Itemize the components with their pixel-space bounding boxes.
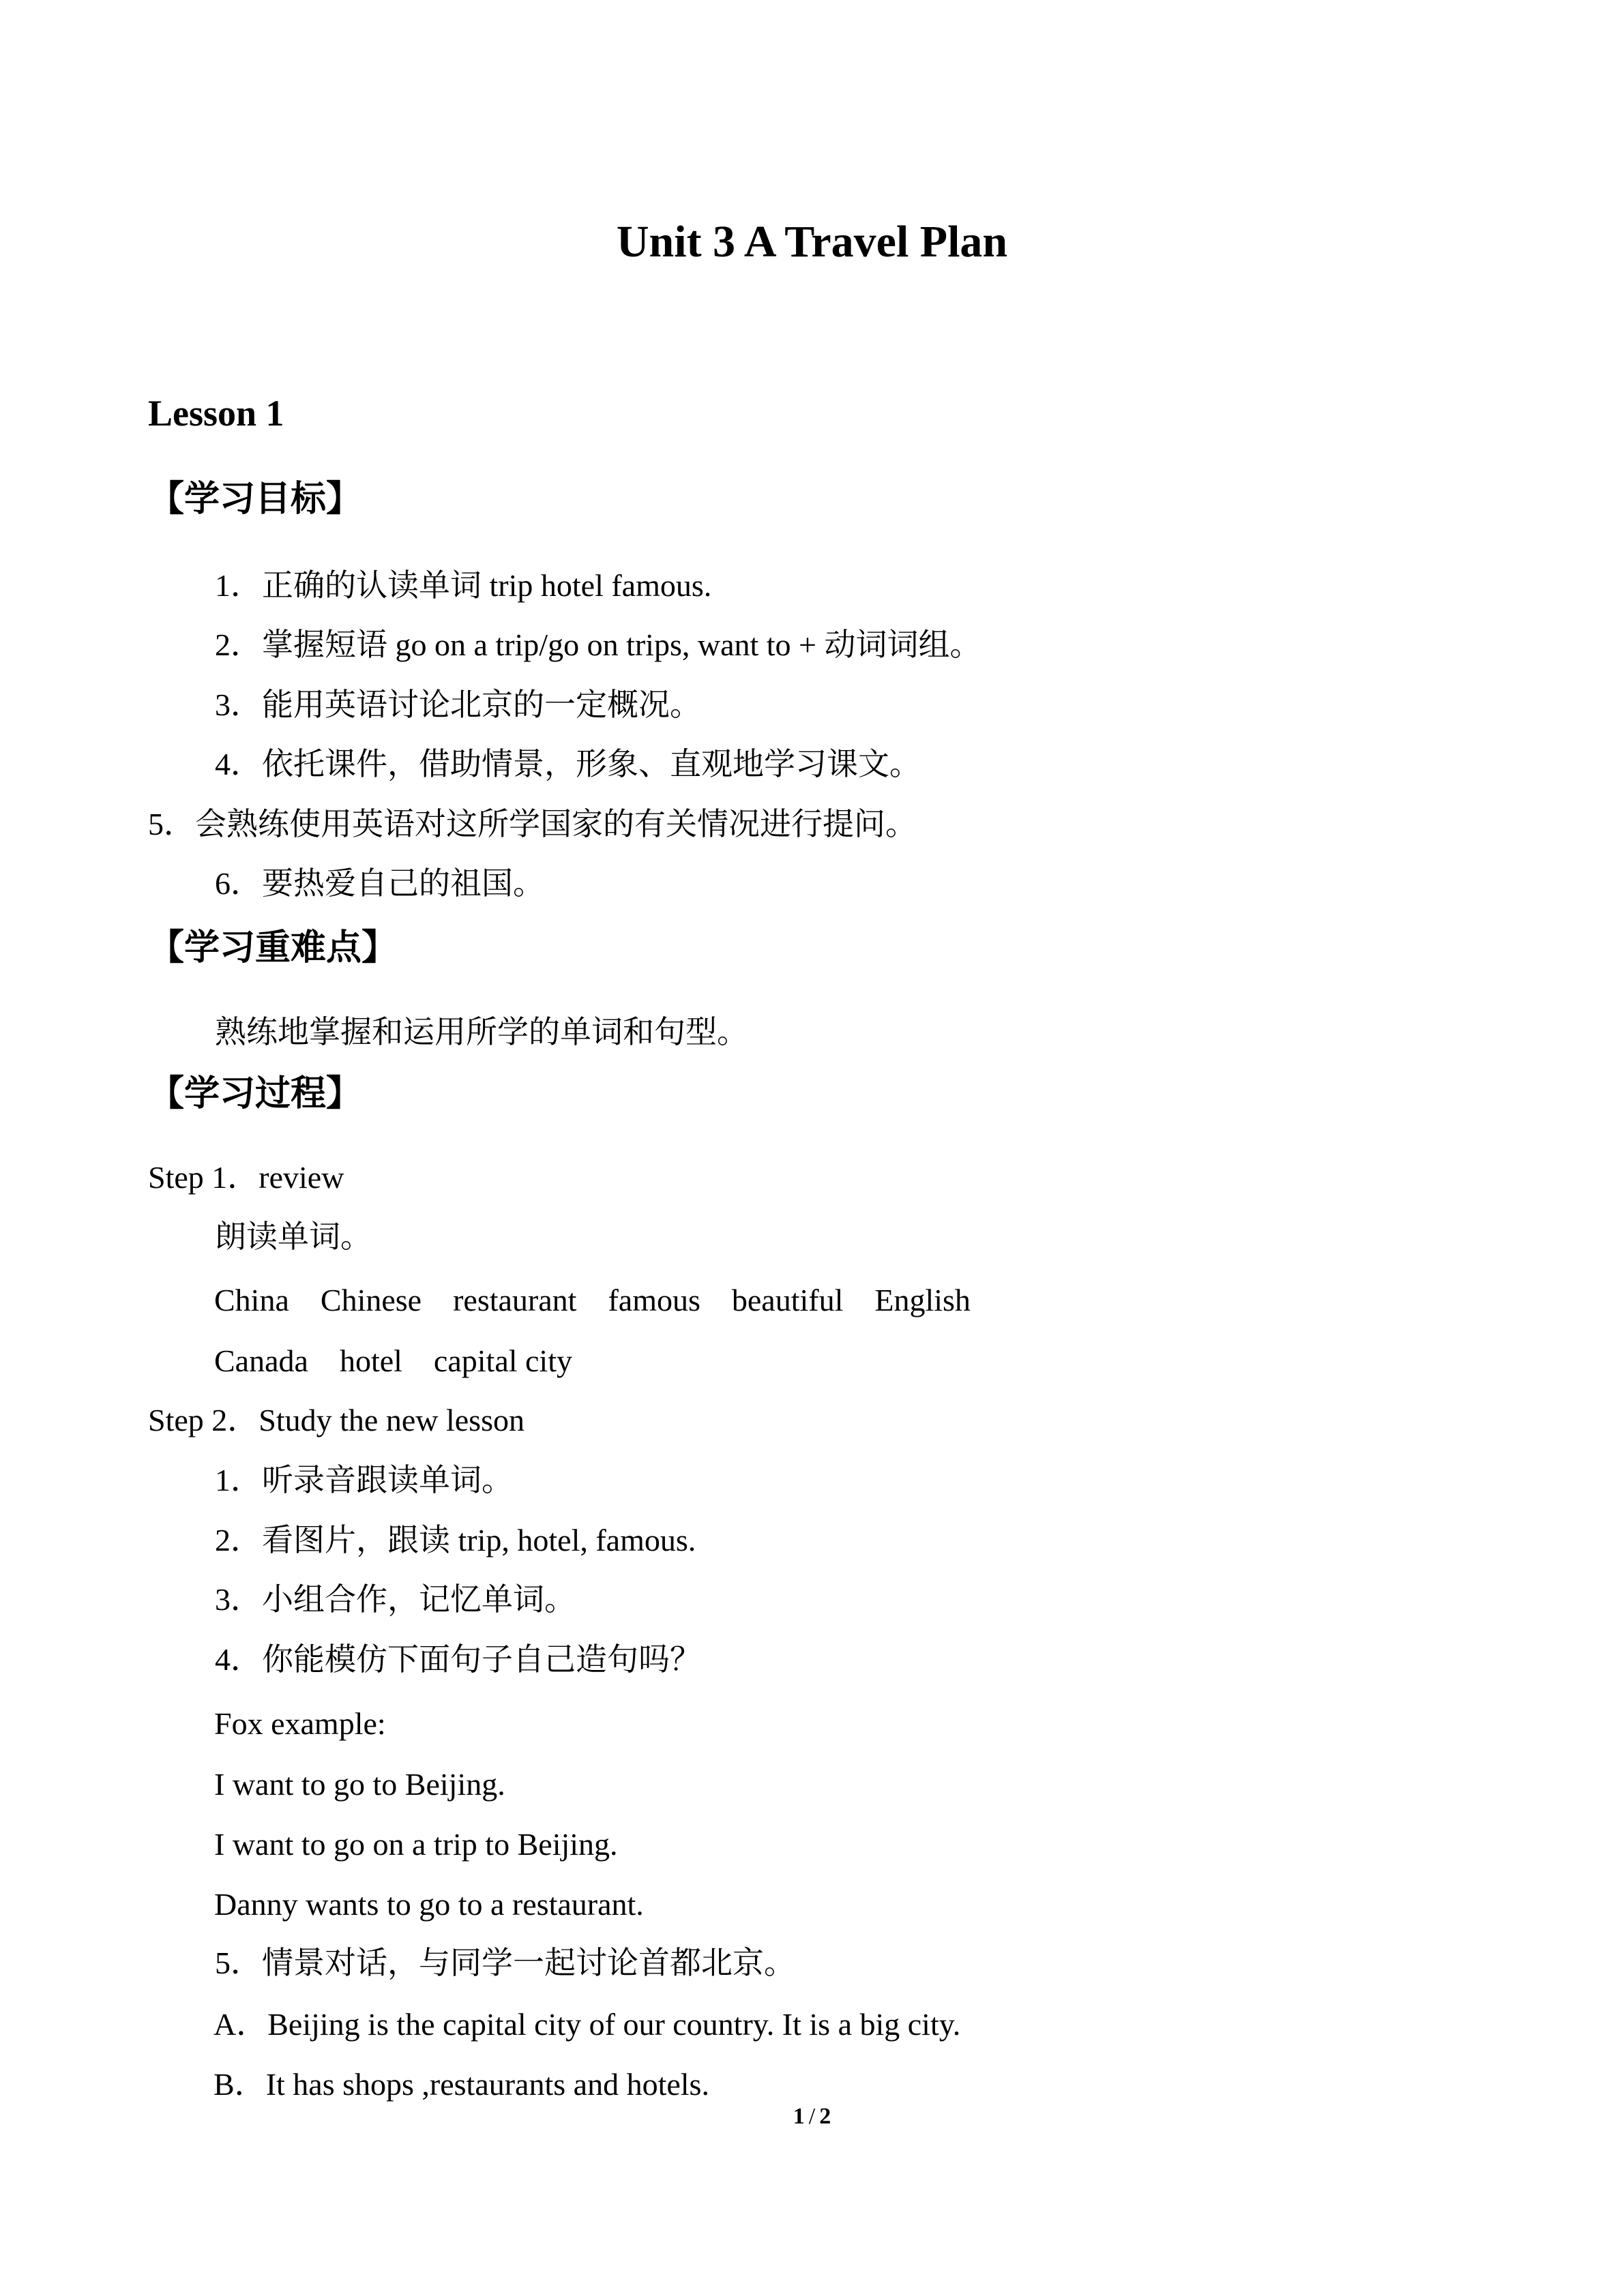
key-points-heading: 【学习重难点】 <box>149 927 398 968</box>
objectives-heading: 【学习目标】 <box>149 479 362 520</box>
step2-item-2 <box>215 1525 696 1556</box>
vocab-word: Canada <box>214 1343 308 1378</box>
objective-number: 4． <box>215 747 262 781</box>
key-points-text: 熟练地掌握和运用所学的单词和句型。 <box>215 1015 748 1049</box>
step-item-number: 3． <box>215 1582 262 1617</box>
dialogue-text: It has shops ,restaurants and hotels. <box>265 2067 709 2102</box>
step-item-text: 看图片，跟读 trip, hotel, famous. <box>262 1523 696 1557</box>
step2-item-1 <box>215 1465 513 1496</box>
example-label: Fox example: <box>214 1706 386 1741</box>
vocab-row-2 <box>214 1345 572 1377</box>
dialogue-speaker: B． <box>213 2067 266 2102</box>
objective-text: 正确的认读单词 trip hotel famous. <box>262 568 712 603</box>
example-sentence-3: Danny wants to go to a restaurant. <box>214 1887 644 1922</box>
objective-item-1 <box>215 570 711 601</box>
objective-number: 1． <box>215 568 262 603</box>
objective-text: 依托课件，借助情景，形象、直观地学习课文。 <box>262 747 921 781</box>
objective-item-4 <box>215 749 921 780</box>
objective-text: 能用英语讨论北京的一定概况。 <box>262 687 701 722</box>
step2-item-5 <box>215 1945 795 1980</box>
example-sentence-1: I want to go to Beijing. <box>214 1767 505 1802</box>
step-item-number: 4． <box>215 1642 262 1677</box>
vocab-word: English <box>874 1283 971 1317</box>
step-item-text: 小组合作，记忆单词。 <box>262 1582 576 1617</box>
page-number <box>0 2105 1624 2128</box>
vocab-word: Chinese <box>320 1283 422 1317</box>
dialogue-speaker: A． <box>213 2007 268 2042</box>
vocab-row-1 <box>214 1285 971 1316</box>
vocab-word: China <box>214 1283 289 1317</box>
objective-item-6 <box>215 868 544 899</box>
objective-number: 5． <box>148 807 195 841</box>
step-item-text: 情景对话，与同学一起讨论首都北京。 <box>262 1945 795 1980</box>
page-current: 1 <box>793 2104 805 2129</box>
step2-item-4 <box>215 1644 701 1675</box>
step-item-number: 5． <box>215 1945 262 1980</box>
objective-text: 会熟练使用英语对这所学国家的有关情况进行提问。 <box>195 807 917 841</box>
step-item-number: 2． <box>215 1523 262 1557</box>
lesson-heading: Lesson 1 <box>148 393 284 434</box>
objective-item-2 <box>215 629 981 661</box>
step-item-text: 听录音跟读单词。 <box>262 1463 513 1497</box>
objective-text: 要热爱自己的祖国。 <box>262 866 544 901</box>
page-separator: / <box>808 2104 816 2129</box>
step-item-number: 1． <box>215 1463 262 1497</box>
step1-instruction: 朗读单词。 <box>215 1219 372 1254</box>
vocab-word: famous <box>608 1283 700 1317</box>
dialogue-line-a <box>213 2009 960 2040</box>
vocab-word: restaurant <box>453 1283 577 1317</box>
step2-label: Step 2．Study the new lesson <box>148 1403 525 1437</box>
objective-number: 6． <box>215 866 262 901</box>
step-item-text: 你能模仿下面句子自己造句吗？ <box>262 1642 701 1677</box>
vocab-word: hotel <box>339 1343 402 1378</box>
step2-item-3 <box>215 1584 576 1615</box>
page-total: 2 <box>819 2104 831 2129</box>
objective-number: 2． <box>215 627 262 662</box>
process-heading: 【学习过程】 <box>149 1073 362 1114</box>
dialogue-line-b <box>213 2069 709 2100</box>
objective-text: 掌握短语 go on a trip/go on trips, want to + 动词词组。 <box>262 627 981 662</box>
vocab-word: capital city <box>433 1343 572 1378</box>
vocab-word: beautiful <box>731 1283 844 1317</box>
document-title: Unit 3 A Travel Plan <box>616 217 1008 267</box>
dialogue-text: Beijing is the capital city of our country. It is a big city. <box>267 2007 961 2042</box>
objective-number: 3． <box>215 687 262 722</box>
example-sentence-2: I want to go on a trip to Beijing. <box>214 1827 618 1862</box>
objective-item-5 <box>148 809 917 840</box>
objective-item-3 <box>215 689 701 721</box>
step1-label: Step 1．review <box>148 1160 344 1195</box>
